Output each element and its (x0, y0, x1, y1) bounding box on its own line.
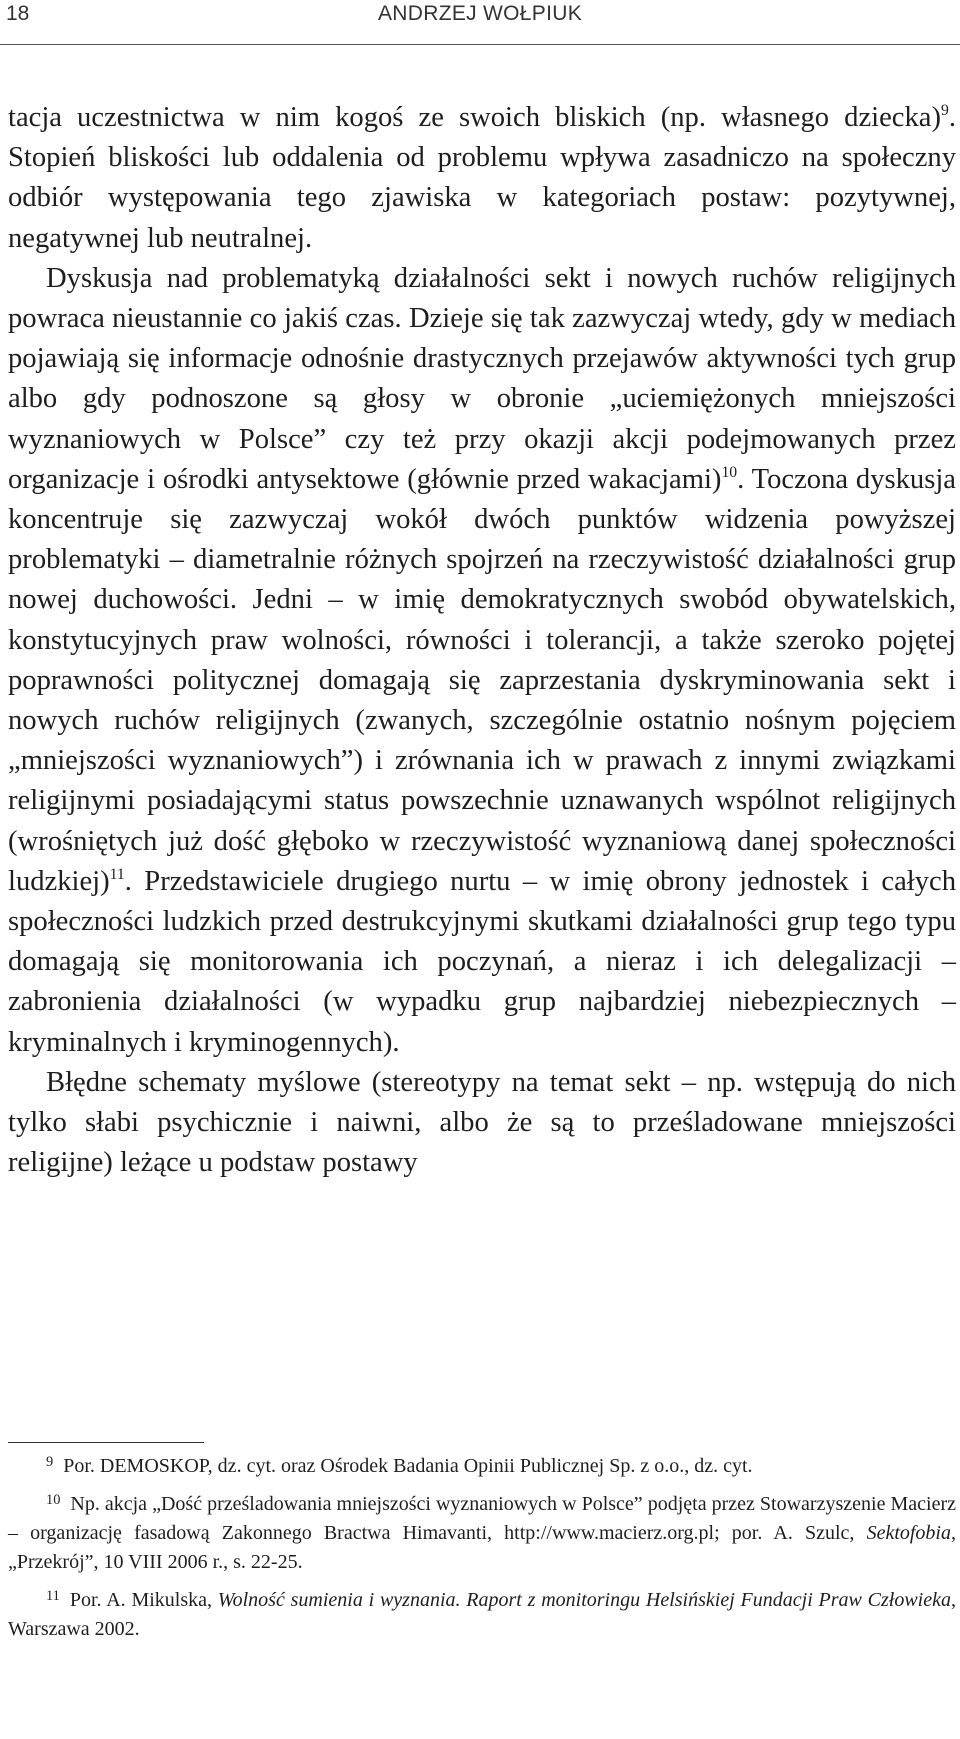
main-text (8, 98, 956, 1183)
paragraph-1-text-cont: . Stopień bliskości lub oddalenia od problemu wpływa zasadniczo na społeczny odbiór występowania tego zjawiska w kategoriach postaw: pozytywnej, negatywnej lub neutralnej. (8, 102, 956, 254)
paragraph-2-text-cont: . Toczona dyskusja koncentruje się zazwyczaj wokół dwóch punktów widzenia powyższej problematyki – diametralnie różnych spojrzeń na rzeczywistość działalności grup nowej duchowości. Jedni – w imię demokratycznych swobód obywatelskich, konstytucyjnych praw wolności, równości i tolerancji, a także szeroko pojętej poprawności politycznej domagają się zaprzestania dyskryminowania sekt i nowych ruchów religijnych (zwanych, szczególnie ostatnio nośnym pojęciem „mniejszości wyznaniowych”) i zrównania ich w prawach z innymi związkami religijnymi posiadającymi status powszechnie uznawanych wspólnot religijnych (wrośniętych już dość głęboko w rzeczywistość wyznaniową danej społeczności ludzkiej) (8, 463, 956, 897)
paragraph-1-text: tacja uczestnictwa w nim kogoś ze swoich bliskich (np. własnego dziecka) (8, 102, 941, 133)
footnotes (8, 1452, 956, 1653)
paragraph-3: Błędne schematy myślowe (stereotypy na temat sekt – np. wstępują do nich tylko słabi psychicznie i naiwni, albo że są to prześladowane mniejszości religijne) leżące u podstaw postawy (8, 1066, 956, 1179)
page-header (0, 0, 960, 34)
paragraph-2-text: Dyskusja nad problematyką działalności sekt i nowych ruchów religijnych powraca nieustannie co jakiś czas. Dzieje się tak zazwyczaj wtedy, gdy w mediach pojawiają się informacje odnośnie drastycznych przejawów aktywności tych grup albo gdy podnoszone są głosy w obronie „uciemiężonych mniejszości wyznaniowych w Polsce” czy też przy okazji akcji podejmowanych przez organizacje i ośrodki antysektowe (głównie przed wakacjami) (8, 262, 956, 495)
footnote-title: Sektofobia (866, 1522, 951, 1544)
footnote-number: 9 (46, 1454, 54, 1471)
footnote-9 (8, 1452, 956, 1481)
footnote-11 (8, 1586, 956, 1644)
paragraph-2-text-end: . Przedstawiciele drugiego nurtu – w imię obrony jednostek i całych społeczności ludzkich przed destrukcyjnymi skutkami działalności grup tego typu domagają się monitorowania ich poczynań, a nieraz i ich delegalizacji – zabronienia działalności (w wypadku grup najbardziej niebezpiecznych – kryminalnych i kryminogennych). (8, 865, 956, 1058)
footnote-text: Por. A. Mikulska, (69, 1589, 218, 1611)
header-rule (0, 44, 960, 45)
footnote-title: Wolność sumienia i wyznania. Raport z monitoringu Helsińskiej Fundacji Praw Człowieka (217, 1589, 951, 1611)
footnote-number: 11 (46, 1588, 60, 1605)
page-number: 18 (6, 2, 30, 25)
footnote-number: 10 (46, 1492, 61, 1509)
paragraph-1 (8, 98, 956, 259)
paragraph-2 (8, 259, 956, 1063)
footnote-text-cont: , „Przekrój”, 10 VIII 2006 r., s. 22-25. (8, 1522, 956, 1573)
footnote-text: Por. DEMOSKOP, dz. cyt. oraz Ośrodek Badania Opinii Publicznej Sp. z o.o., dz. cyt. (63, 1455, 753, 1477)
footnote-10 (8, 1490, 956, 1577)
footnote-text-cont: , Warszawa 2002. (8, 1589, 956, 1640)
footnote-text: Np. akcja „Dość prześladowania mniejszości wyznaniowych w Polsce” podjęta przez Stowarzyszenie Macierz – organizację fasadową Zakonnego Bractwa Himavanti, http://www.macierz.org.pl; por. A. Szulc, (8, 1493, 956, 1544)
running-head: ANDRZEJ WOŁPIUK (377, 2, 583, 25)
footnote-ref-9[interactable]: 9 (940, 102, 949, 119)
footnote-separator (8, 1442, 204, 1443)
footnote-ref-11[interactable]: 11 (109, 865, 125, 883)
footnote-ref-10[interactable]: 10 (721, 463, 738, 481)
